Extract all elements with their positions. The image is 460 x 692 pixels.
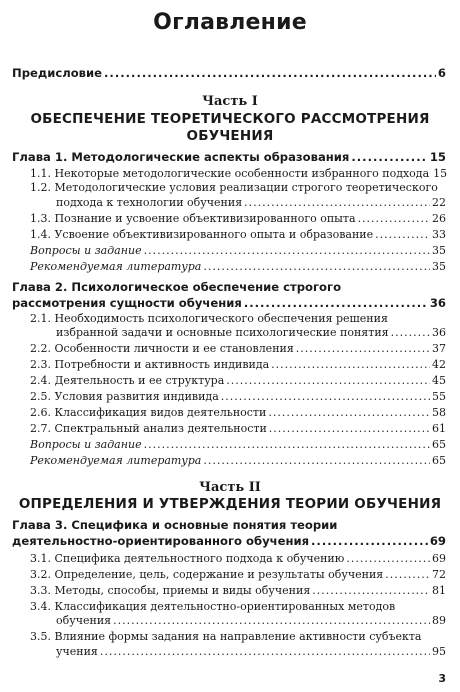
- entry-label: Рекомендуемая литература: [30, 454, 202, 467]
- dot-leader: [144, 438, 430, 451]
- toc-entry-3-5-line1[interactable]: 3.5. Влияние формы задания на направление активности субъекта: [30, 630, 422, 643]
- dot-leader: [221, 390, 430, 403]
- entry-page: 35: [432, 260, 446, 273]
- entry-page: 36: [429, 296, 446, 310]
- dot-leader: [244, 296, 428, 310]
- entry-label: 2.7. Спектральный анализ деятельности: [30, 422, 267, 435]
- toc-entry-2-2[interactable]: [12, 342, 446, 355]
- entry-label: 1.1. Некоторые методологические особенности избранного подхода: [30, 167, 430, 180]
- dot-leader: [100, 645, 430, 658]
- toc-entry-1-2-line1[interactable]: 1.2. Методологические условия реализации строгого теоретического: [30, 181, 438, 194]
- toc-entry-chapter-3[interactable]: [12, 534, 446, 548]
- dot-leader: [311, 534, 428, 548]
- toc-entry-1-3[interactable]: [12, 212, 446, 225]
- dot-leader: [296, 342, 430, 355]
- entry-label: деятельностно-ориентированного обучения: [12, 534, 310, 548]
- entry-label: 2.3. Потребности и активность индивида: [30, 358, 270, 371]
- toc-entry-2-1[interactable]: [12, 326, 446, 339]
- entry-label: 2.2. Особенности личности и ее становления: [30, 342, 294, 355]
- entry-label: 3.2. Определение, цель, содержание и результаты обучения: [30, 568, 384, 581]
- toc-entry-ch2-questions[interactable]: [12, 438, 446, 451]
- part-1-title-line1: ОБЕСПЕЧЕНИЕ ТЕОРЕТИЧЕСКОГО РАССМОТРЕНИЯ: [30, 111, 430, 127]
- toc-entry-3-2[interactable]: [12, 568, 446, 581]
- toc-entry-ch2-literature[interactable]: [12, 454, 446, 467]
- entry-label: учения: [56, 645, 98, 658]
- toc-entry-2-5[interactable]: [12, 390, 446, 403]
- entry-page: 55: [432, 390, 446, 403]
- toc-entry-1-4[interactable]: [12, 228, 446, 241]
- entry-page: 15: [429, 150, 446, 164]
- entry-page: 15: [433, 167, 448, 180]
- entry-page: 69: [432, 552, 446, 565]
- toc-entry-chapter-3-line1[interactable]: Глава 3. Специфика и основные понятия теории: [12, 518, 338, 532]
- toc-entry-preface[interactable]: [12, 66, 446, 80]
- entry-label: 3.3. Методы, способы, приемы и виды обучения: [30, 584, 311, 597]
- toc-entry-3-4[interactable]: [12, 614, 446, 627]
- dot-leader: [346, 552, 430, 565]
- dot-leader: [268, 406, 430, 419]
- page-number: 3: [438, 672, 446, 685]
- entry-label: Предисловие: [12, 66, 103, 80]
- entry-page: 95: [432, 645, 446, 658]
- entry-label: Вопросы и задание: [30, 244, 142, 257]
- entry-label: обучения: [56, 614, 112, 627]
- page-title: Оглавление: [153, 10, 307, 35]
- entry-label: подхода к технологии обучения: [56, 196, 243, 209]
- toc-entry-2-7[interactable]: [12, 422, 446, 435]
- toc-entry-ch1-literature[interactable]: [12, 260, 446, 273]
- toc-entry-1-2[interactable]: [12, 196, 446, 209]
- entry-page: 81: [432, 584, 446, 597]
- entry-page: 26: [432, 212, 446, 225]
- dot-leader: [113, 614, 430, 627]
- toc-entry-ch1-questions[interactable]: [12, 244, 446, 257]
- toc-entry-2-4[interactable]: [12, 374, 446, 387]
- entry-label: 3.1. Специфика деятельностного подхода к обучению: [30, 552, 345, 565]
- entry-page: 37: [432, 342, 446, 355]
- toc-entry-3-4-line1[interactable]: 3.4. Классификация деятельностно-ориентированных методов: [30, 600, 396, 613]
- entry-page: 65: [432, 438, 446, 451]
- dot-leader: [244, 196, 430, 209]
- dot-leader: [375, 228, 430, 241]
- entry-page: 6: [437, 66, 446, 80]
- entry-label: 2.5. Условия развития индивида: [30, 390, 219, 403]
- entry-page: 89: [432, 614, 446, 627]
- toc-entry-chapter-2-line1[interactable]: Глава 2. Психологическое обеспечение строгого: [12, 280, 342, 294]
- part-2-title: ОПРЕДЕЛЕНИЯ И УТВЕРЖДЕНИЯ ТЕОРИИ ОБУЧЕНИЯ: [18, 496, 442, 512]
- dot-leader: [391, 326, 430, 339]
- toc-entry-1-1[interactable]: [12, 167, 446, 180]
- toc-entry-2-6[interactable]: [12, 406, 446, 419]
- entry-label: 1.3. Познание и усвоение объективизированного опыта: [30, 212, 356, 225]
- entry-page: 45: [432, 374, 446, 387]
- dot-leader: [203, 260, 430, 273]
- toc-entry-2-1-line1[interactable]: 2.1. Необходимость психологического обеспечения решения: [30, 312, 388, 325]
- entry-page: 58: [432, 406, 446, 419]
- entry-label: Вопросы и задание: [30, 438, 142, 451]
- part-2-label: Часть II: [199, 480, 261, 495]
- dot-leader: [358, 212, 430, 225]
- entry-label: рассмотрения сущности обучения: [12, 296, 242, 310]
- entry-label: Глава 1. Методологические аспекты образования: [12, 150, 350, 164]
- dot-leader: [104, 66, 436, 80]
- toc-entry-2-3[interactable]: [12, 358, 446, 371]
- entry-label: избранной задачи и основные психологические понятия: [56, 326, 389, 339]
- dot-leader: [312, 584, 430, 597]
- entry-page: 35: [432, 244, 446, 257]
- dot-leader: [144, 244, 430, 257]
- entry-label: 2.4. Деятельность и ее структура: [30, 374, 225, 387]
- entry-page: 61: [432, 422, 446, 435]
- entry-label: 1.4. Усвоение объективизированного опыта и образование: [30, 228, 374, 241]
- entry-page: 69: [429, 534, 446, 548]
- entry-page: 65: [432, 454, 446, 467]
- toc-entry-chapter-2[interactable]: [12, 296, 446, 310]
- dot-leader: [203, 454, 430, 467]
- entry-page: 33: [432, 228, 446, 241]
- part-1-title-line2: ОБУЧЕНИЯ: [186, 128, 274, 144]
- dot-leader: [271, 358, 430, 371]
- entry-page: 42: [432, 358, 446, 371]
- toc-entry-chapter-1[interactable]: [12, 150, 446, 164]
- entry-label: 2.6. Классификация видов деятельности: [30, 406, 267, 419]
- dot-leader: [226, 374, 430, 387]
- dot-leader: [351, 150, 428, 164]
- entry-page: 72: [432, 568, 446, 581]
- toc-entry-3-3[interactable]: [12, 584, 446, 597]
- toc-entry-3-5[interactable]: [12, 645, 446, 658]
- dot-leader: [269, 422, 430, 435]
- entry-page: 36: [432, 326, 446, 339]
- entry-page: 22: [432, 196, 446, 209]
- dot-leader: [385, 568, 430, 581]
- part-1-label: Часть I: [202, 94, 258, 109]
- toc-entry-3-1[interactable]: [12, 552, 446, 565]
- entry-label: Рекомендуемая литература: [30, 260, 202, 273]
